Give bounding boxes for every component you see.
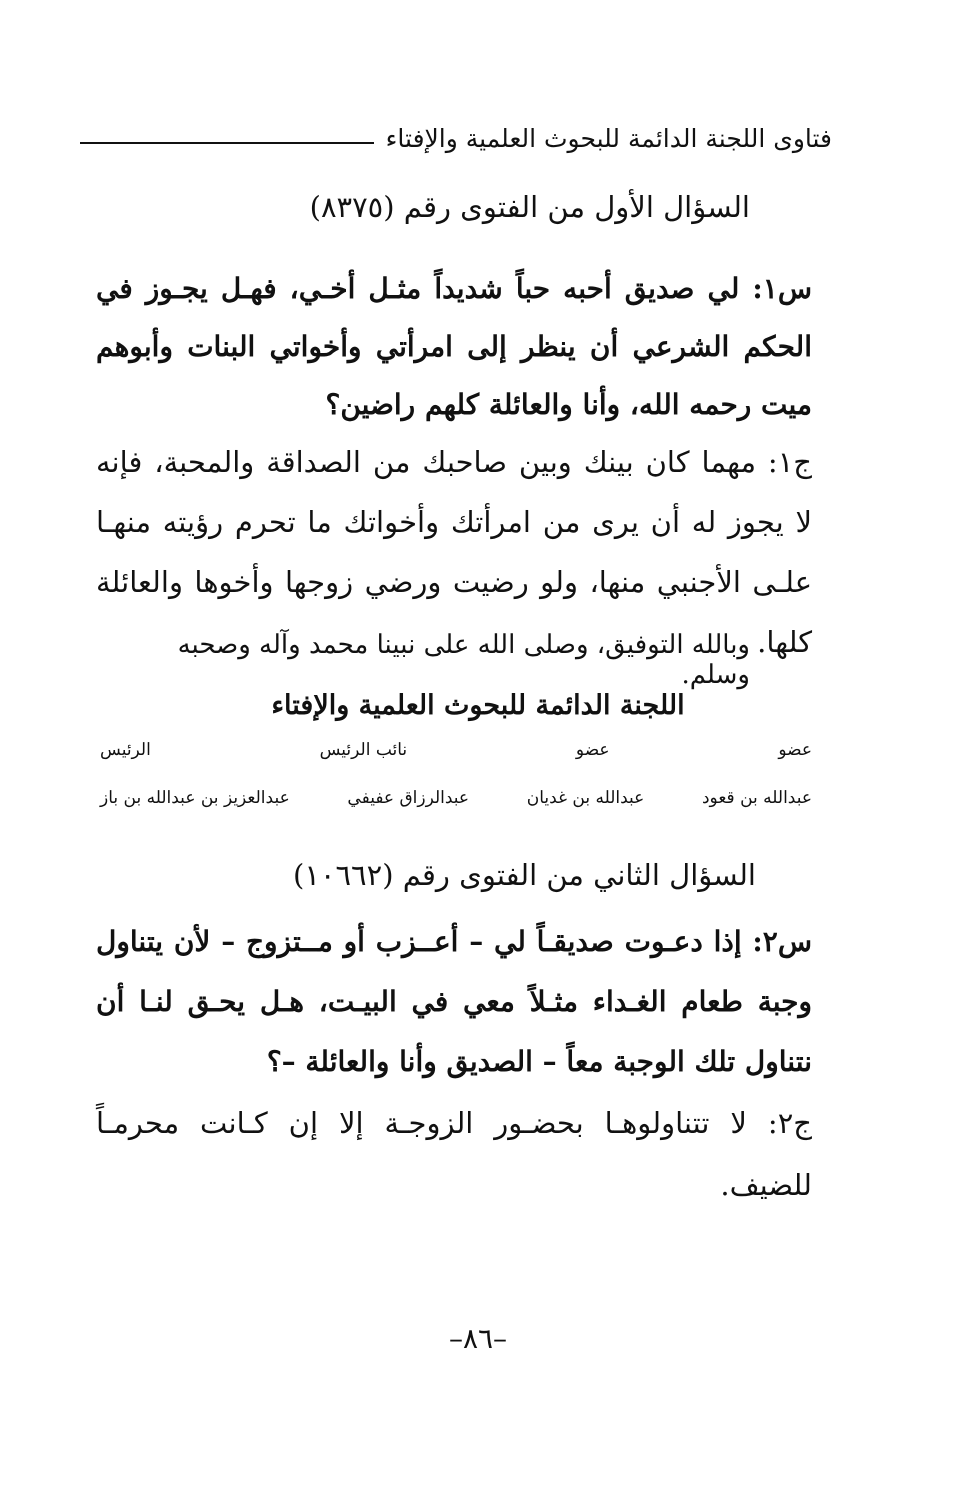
committee-name: اللجنة الدائمة للبحوث العلمية والإفتاء [271, 690, 685, 721]
fatwa1-answer: ج١: مهما كان بينك وبين صاحبك من الصداقة والمحبة، فإنه لا يجوز له أن يرى من امرأتك وأخواتك ما تحرم رؤيته منهـا علـى الأجنبي منها، ولو رضيت ورضي زوجها وأخوها والعائلة كلها. [96, 445, 812, 659]
member-name-3: عبدالرزاق عفيفي [347, 788, 470, 808]
role-member-2: عضو [575, 740, 610, 760]
role-member-1: عضو [778, 740, 812, 760]
fatwa1-title: السؤال الأول من الفتوى رقم (٨٣٧٥) [309, 190, 750, 224]
fatwa2-question: س٢: إذا دعـوت صديقـاً لي – أعــزب أو مــتزوج – لأن يتناول وجبة طعام الغـداء مثـلاً معي في البيـت، هـل يحـق لنـا أن نتناول تلك الوجبة معاً – الصديق وأنا والعائلة –؟ [96, 925, 812, 1078]
fatwa1-question: س١: لي صديق أحبه حباً شديداً مثـل أخـي، فهـل يجـوز في الحكم الشرعي أن ينظر إلى امرأتي وأخواتي البنات وأبوهم ميت رحمه الله، وأنا والعائلة كلهم راضين؟ [96, 272, 812, 421]
role-vice-president: نائب الرئيس [319, 740, 408, 760]
closing-prayer: وبالله التوفيق، وصلى الله على نبينا محمد وآله وصحبه وسلم. [177, 630, 750, 690]
member-name-4: عبدالعزيز بن عبدالله بن باز [100, 788, 290, 808]
header-rule [80, 142, 374, 144]
header-title: فتاوى اللجنة الدائمة للبحوث العلمية والإفتاء [385, 123, 832, 153]
fatwa2-title: السؤال الثاني من الفتوى رقم (١٠٦٦٢) [293, 858, 756, 892]
fatwa2-answer: ج٢: لا تتناولوهـا بحضـور الزوجـة إلا إن كـانت محرمـاً للضيف. [96, 1106, 812, 1202]
member-name-1: عبدالله بن قعود [701, 788, 812, 808]
committee-roles [100, 740, 812, 760]
page-number: –٨٦– [448, 1322, 508, 1355]
member-name-2: عبدالله بن غديان [526, 788, 645, 808]
running-header [80, 118, 832, 158]
role-president: الرئيس [100, 740, 151, 760]
committee-members [100, 788, 812, 808]
